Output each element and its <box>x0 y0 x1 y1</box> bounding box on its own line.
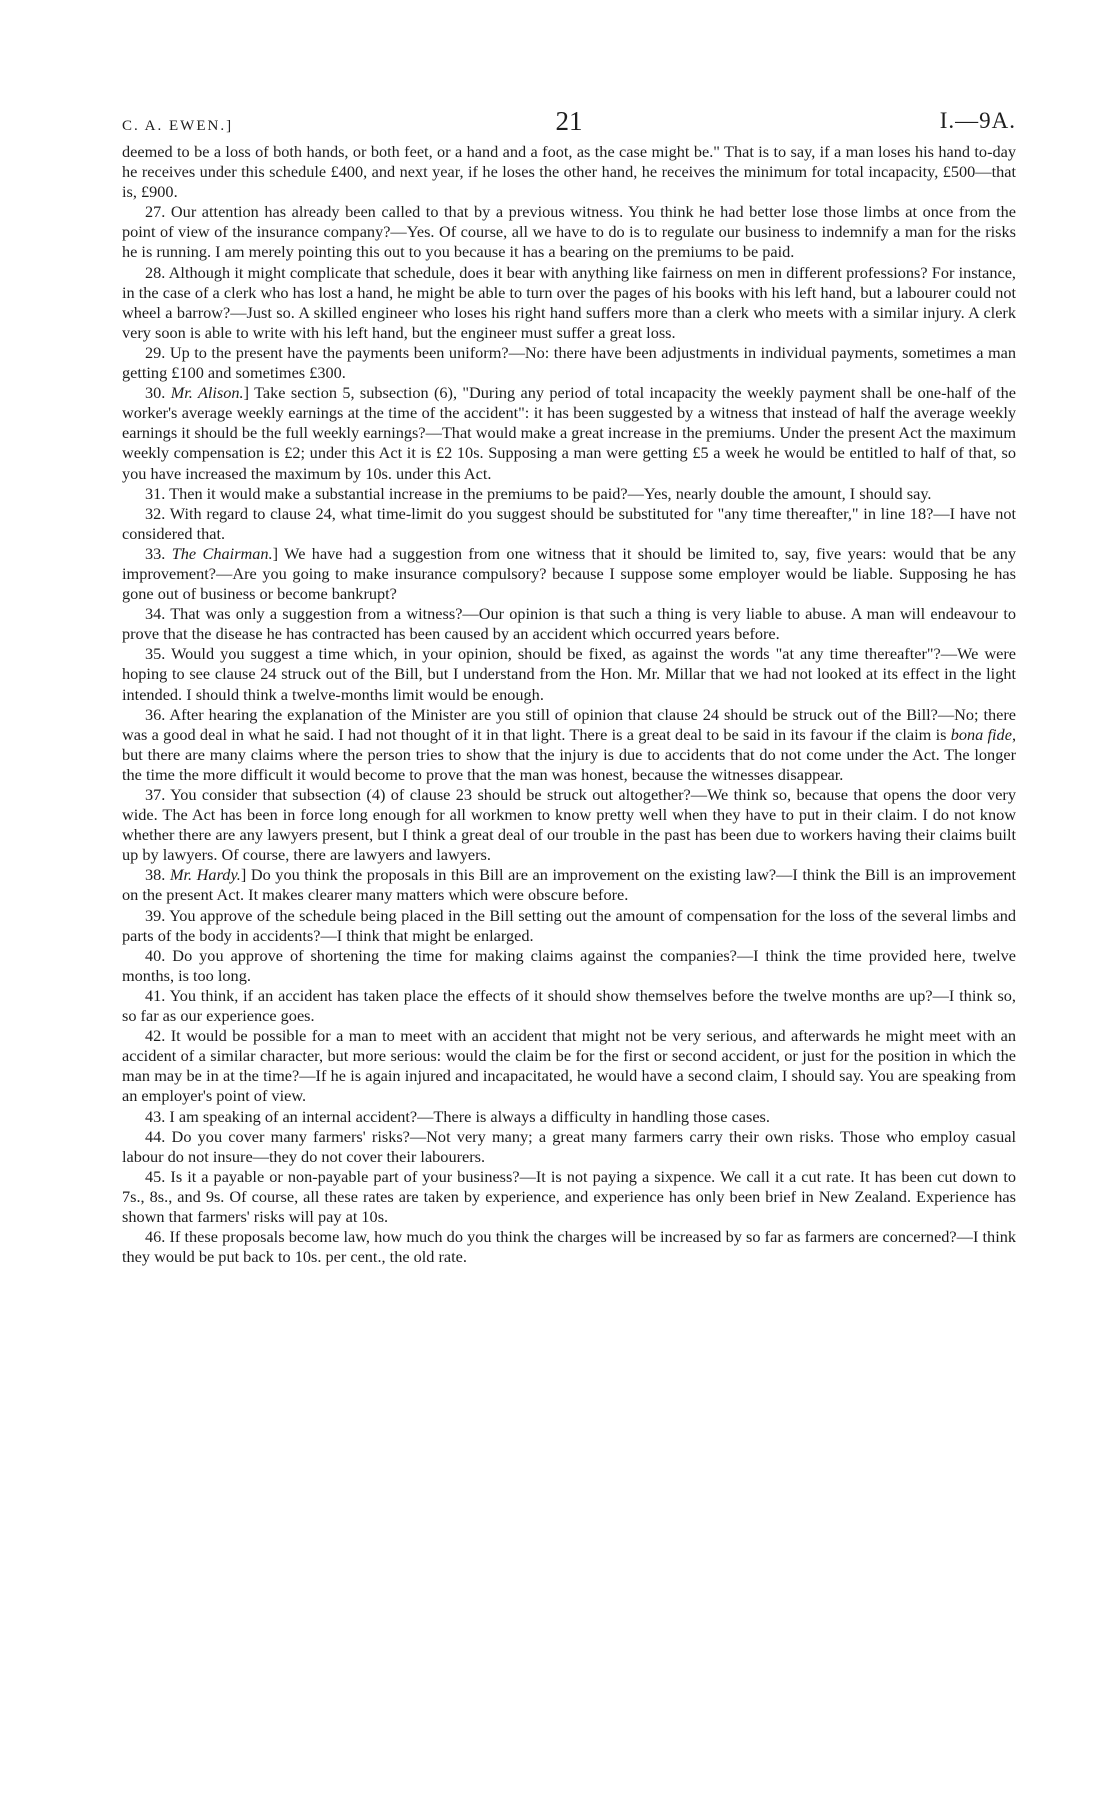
question-paragraph <box>122 986 1016 1026</box>
page-number: 21 <box>555 106 583 136</box>
speaker-name: bona fide <box>950 724 1012 744</box>
paragraph-text: 30. <box>145 383 171 403</box>
paragraph-text: 29. Up to the present have the payments been uniform?—No: there have been adjustments in individual payments, sometimes a man getting £100 and sometimes £300. <box>122 342 1016 383</box>
question-paragraph <box>122 946 1016 986</box>
paragraph-text: 40. Do you approve of shortening the time for making claims against the companies?—I think the time provided here, twelve months, is too long. <box>122 945 1016 985</box>
paragraph-text: 27. Our attention has already been called to that by a previous witness. You think he had better lose those limbs at once from the point of view of the insurance company?—Yes. Of course, all we have to do is to regulate our business to indemnify a man for the risks he is running. I am merely pointing this out to you because it has a bearing on the premiums to be paid. <box>122 202 1016 262</box>
question-paragraph <box>122 865 1016 905</box>
question-paragraph <box>122 604 1016 644</box>
paragraph-text: 38. <box>145 865 170 885</box>
paragraph-text: 34. That was only a suggestion from a witness?—Our opinion is that such a thing is very liable to abuse. A man will endeavour to prove that the disease he has contracted has been caused by an accident which occurred years before. <box>122 604 1016 644</box>
paragraph-text: 43. I am speaking of an internal accident?—There is always a difficulty in handling those cases. <box>145 1106 770 1126</box>
question-paragraph <box>122 383 1016 483</box>
paragraph-text: 32. With regard to clause 24, what time-limit do you suggest should be substituted for "any time thereafter," in line 18?—I have not considered that. <box>122 503 1016 543</box>
paragraph-text: 31. Then it would make a substantial increase in the premiums to be paid?—Yes, nearly double the amount, I should say. <box>145 483 932 503</box>
paragraph-text: 28. Although it might complicate that schedule, does it bear with anything like fairness on men in different professions? For instance, in the case of a clerk who has lost a hand, he might be able to turn over the pages of his books with his left hand, but a labourer could not wheel a barrow?—Just so. A skilled engineer who loses his right hand suffers more than a clerk who meets with a similar injury. A clerk very soon is able to write with his left hand, but the engineer must suffer a great loss. <box>122 262 1016 342</box>
question-paragraph <box>122 484 1016 504</box>
document-page <box>122 100 1016 1267</box>
page-header <box>122 100 1016 140</box>
paragraph-text: deemed to be a loss of both hands, or both feet, or a hand and a foot, as the case might be." That is to say, if a man loses his hand to-day he receives under this schedule £400, and next year, if he loses the other hand, he receives the minimum for total incapacity, £500—that is, £900. <box>122 142 1016 202</box>
paragraph-text: 37. You consider that subsection (4) of clause 23 should be struck out altogether?—We think so, because that opens the door very wide. The Act has been in force long enough for all workmen to know pretty well when they have to put in their claim. I do not know whether there are any lawyers present, but I think a great deal of our trouble in the past has been due to workers having their claims built up by lawyers. Of course, there are lawyers and lawyers. <box>122 785 1016 865</box>
question-paragraph <box>122 1107 1016 1127</box>
paragraph-text: 36. After hearing the explanation of the Minister are you still of opinion that clause 24 should be struck out of the Bill?—No; there was a good deal in what he said. I had not thought of it in that light. There is a great deal to be said in its favour if the claim is <box>122 704 1016 744</box>
paragraph-text: , but there are many claims where the person tries to show that the injury is due to accidents that do not come under the Act. The longer the time the more difficult it would become to prove that the man was honest, because the witnesses disappear. <box>122 724 1017 784</box>
speaker-name: Mr. Hardy. <box>169 865 241 885</box>
continued-paragraph <box>122 142 1016 202</box>
question-paragraph <box>122 644 1016 704</box>
paragraph-text: 33. <box>145 543 172 563</box>
question-paragraph <box>122 263 1016 343</box>
question-paragraph <box>122 906 1016 946</box>
question-paragraph <box>122 202 1016 262</box>
paragraph-text: 39. You approve of the schedule being placed in the Bill setting out the amount of compensation for the loss of the several limbs and parts of the body in accidents?—I think that might be enlarged. <box>122 905 1016 945</box>
paragraph-text: ] We have had a suggestion from one witness that it should be limited to, say, five years: would that be any improvement?—Are you going to make insurance compulsory? because I suppose some employer would be liable. Supposing he has gone out of business or become bankrupt? <box>122 543 1017 604</box>
paragraph-text: 41. You think, if an accident has taken place the effects of it should show themselves before the twelve months are up?—I think so, so far as our experience goes. <box>122 985 1016 1026</box>
paragraph-text: 45. Is it a payable or non-payable part of your business?—It is not paying a sixpence. We call it a cut rate. It has been cut down to 7s., 8s., and 9s. Of course, all these rates are taken by experience, and experience has only been brief in New Zealand. Experience has shown that farmers' risks will pay at 10s. <box>122 1166 1016 1226</box>
question-paragraph <box>122 1227 1016 1267</box>
paragraph-text: 44. Do you cover many farmers' risks?—Not very many; a great many farmers carry their own risks. Those who employ casual labour do not insure—they do not cover their labourers. <box>122 1126 1016 1166</box>
question-paragraph <box>122 785 1016 865</box>
speaker-name: Mr. Alison. <box>170 383 244 403</box>
paragraph-text: ] Take section 5, subsection (6), "During any period of total incapacity the weekly payment shall be one-half of the worker's average weekly earnings at the time of the accident": it has been suggested by a witness that instead of half the average weekly earnings it should be the full weekly earnings?—That would make a great increase in the premiums. Under the present Act the maximum weekly compensation is £2; under this Act it is £2 10s. Supposing a man were getting £5 a week he would be entitled to half of that, so you have increased the maximum by 10s. under this Act. <box>122 383 1017 483</box>
witness-name-header: C. A. EWEN.] <box>122 118 234 134</box>
question-paragraph <box>122 504 1016 544</box>
evidence-text <box>122 142 1016 1267</box>
paragraph-text: 46. If these proposals become law, how much do you think the charges will be increased by so far as farmers are concerned?—I think they would be put back to 10s. per cent., the old rate. <box>122 1227 1016 1267</box>
question-paragraph <box>122 1127 1016 1167</box>
question-paragraph <box>122 544 1016 604</box>
question-paragraph <box>122 343 1016 383</box>
paragraph-text: 42. It would be possible for a man to meet with an accident that might not be very serious, and afterwards he might meet with an accident of a similar character, but more serious: would the claim be for the first or second accident, or just for the position in which the man may be in at the time?—If he is again injured and incapacitated, he would have a second claim, I should say. You are speaking from an employer's point of view. <box>122 1026 1016 1106</box>
question-paragraph <box>122 705 1016 785</box>
question-paragraph <box>122 1167 1016 1227</box>
paragraph-text: ] Do you think the proposals in this Bill are an improvement on the existing law?—I think the Bill is an improvement on the present Act. It makes clearer many matters which were obscure before. <box>122 865 1017 905</box>
speaker-name: The Chairman. <box>171 543 273 563</box>
paragraph-text: 35. Would you suggest a time which, in your opinion, should be fixed, as against the words "at any time thereafter"?—We were hoping to see clause 24 struck out of the Bill, but I understand from the Hon. Mr. Millar that we had not looked at its effect in the light intended. I should think a twelve-months limit would be enough. <box>122 644 1016 704</box>
paper-reference: I.—9A. <box>939 108 1016 133</box>
question-paragraph <box>122 1026 1016 1106</box>
